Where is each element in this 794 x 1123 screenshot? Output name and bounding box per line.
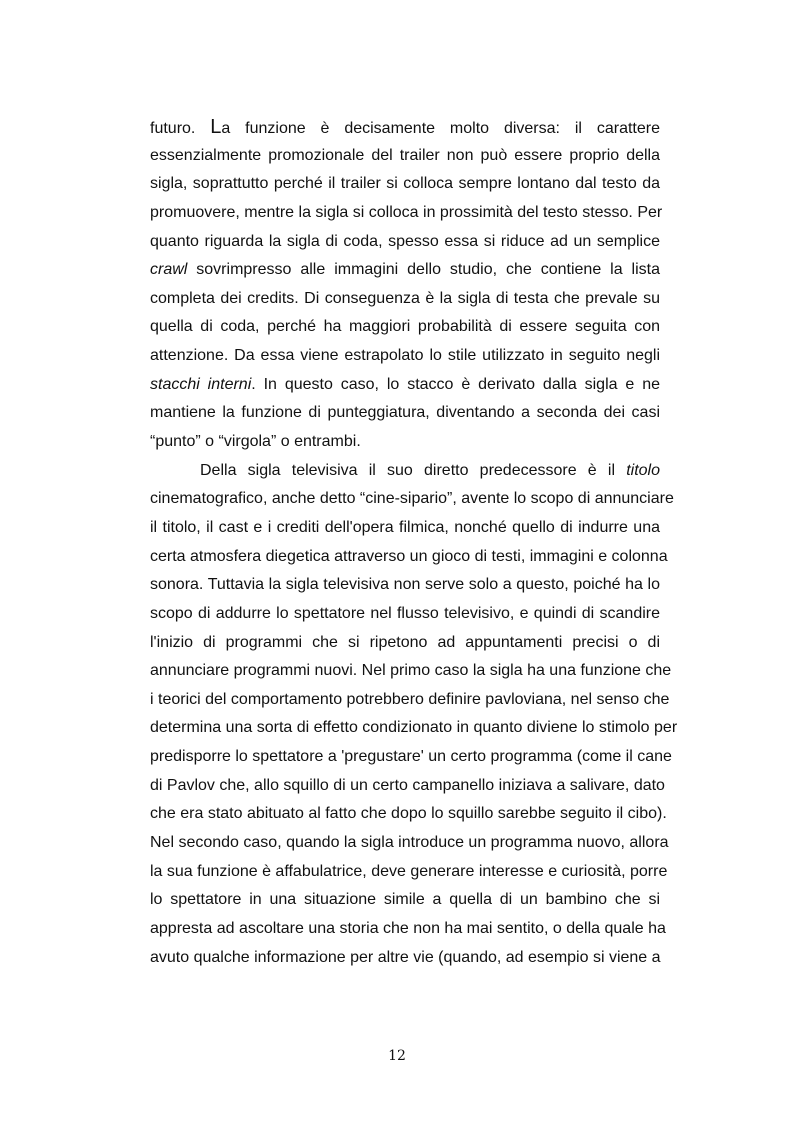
- text-run: scopo di addurre lo spettatore nel flusso televisivo, e quindi di scandire: [150, 604, 660, 622]
- text-run: la sua funzione è affabulatrice, deve generare interesse e curiosità, porre: [150, 862, 668, 880]
- text-line: [150, 600, 660, 629]
- text-run: quella di coda, perché ha maggiori probabilità di essere seguita con: [150, 318, 660, 336]
- text-line: [150, 886, 660, 915]
- text-run: a funzione è decisamente molto diversa: il carattere: [221, 120, 660, 137]
- text-run: Della sigla televisiva il suo diretto predecessore è il: [200, 461, 627, 479]
- text-line: [150, 800, 667, 829]
- text-line: [150, 228, 660, 257]
- italic-text: stacchi interni: [150, 375, 252, 393]
- text-run: “punto” o “virgola” o entrambi.: [150, 433, 361, 451]
- text-run: appresta ad ascoltare una storia che non ha mai sentito, o della quale ha: [150, 919, 666, 937]
- text-line: [150, 457, 660, 486]
- text-line: [150, 714, 678, 743]
- text-line: [150, 313, 660, 342]
- text-run: avuto qualche informazione per altre vie (quando, ad esempio si viene a: [150, 948, 661, 966]
- text-line: [150, 829, 669, 858]
- text-line: [150, 571, 660, 600]
- text-line: [150, 629, 660, 658]
- text-run: mantiene la funzione di punteggiatura, diventando a seconda dei casi: [150, 404, 660, 422]
- text-line: [150, 113, 660, 142]
- text-run: essenzialmente promozionale del trailer non può essere proprio della: [150, 146, 660, 164]
- text-run: quanto riguarda la sigla di coda, spesso essa si riduce ad un semplice: [150, 232, 660, 250]
- text-line: [150, 514, 660, 543]
- body-text: [150, 113, 678, 972]
- text-line: [150, 915, 666, 944]
- text-line: [150, 485, 674, 514]
- text-line: [150, 944, 660, 973]
- text-line: [150, 772, 665, 801]
- text-run: Nel secondo caso, quando la sigla introduce un programma nuovo, allora: [150, 834, 669, 852]
- text-run: lo spettatore in una situazione simile a quella di un bambino che si: [150, 891, 660, 909]
- text-line: [150, 428, 660, 457]
- text-line: [150, 399, 660, 428]
- text-line: [150, 256, 660, 285]
- text-line: [150, 686, 670, 715]
- text-run: sonora. Tuttavia la sigla televisiva non serve solo a questo, poiché ha lo: [150, 576, 660, 594]
- text-run: certa atmosfera diegetica attraverso un gioco di testi, immagini e colonna: [150, 547, 668, 565]
- italic-text: crawl: [150, 261, 188, 279]
- text-run: i teorici del comportamento potrebbero definire pavloviana, nel senso che: [150, 690, 670, 708]
- text-line: [150, 142, 660, 171]
- text-run: cinematografico, anche detto “cine-sipario”, avente lo scopo di annunciare: [150, 490, 674, 508]
- italic-text: titolo: [626, 461, 660, 479]
- text-run: annunciare programmi nuovi. Nel primo caso la sigla ha una funzione che: [150, 662, 672, 680]
- text-run: il titolo, il cast e i crediti dell'opera filmica, nonché quello di indurre una: [150, 518, 660, 536]
- text-line: [150, 342, 660, 371]
- text-line: [150, 170, 660, 199]
- text-run: futuro.: [150, 120, 211, 137]
- text-line: [150, 371, 660, 400]
- text-run: sovrimpresso alle immagini dello studio, che contiene la lista: [187, 261, 660, 279]
- text-line: [150, 199, 663, 228]
- text-run: promuovere, mentre la sigla si colloca in prossimità del testo stesso. Per: [150, 203, 663, 221]
- text-run: attenzione. Da essa viene estrapolato lo stile utilizzato in seguito negli: [150, 347, 660, 365]
- text-line: [150, 743, 672, 772]
- text-line: [150, 285, 660, 314]
- text-run: che era stato abituato al fatto che dopo lo squillo sarebbe seguito il cibo).: [150, 805, 667, 823]
- drop-letter: L: [210, 116, 222, 138]
- text-run: di Pavlov che, allo squillo di un certo campanello iniziava a salivare, dato: [150, 776, 665, 794]
- text-run: sigla, soprattutto perché il trailer si colloca sempre lontano dal testo da: [150, 175, 660, 193]
- text-run: determina una sorta di effetto condizionato in quanto diviene lo stimolo per: [150, 719, 678, 737]
- text-run: predisporre lo spettatore a 'pregustare' un certo programma (come il cane: [150, 748, 672, 766]
- text-line: [150, 858, 668, 887]
- page-number: 12: [388, 1048, 406, 1064]
- text-line: [150, 543, 668, 572]
- text-run: . In questo caso, lo stacco è derivato dalla sigla e ne: [251, 375, 660, 393]
- text-run: completa dei credits. Di conseguenza è la sigla di testa che prevale su: [150, 289, 660, 307]
- text-line: [150, 657, 672, 686]
- text-run: l'inizio di programmi che si ripetono ad appuntamenti precisi o di: [150, 633, 660, 651]
